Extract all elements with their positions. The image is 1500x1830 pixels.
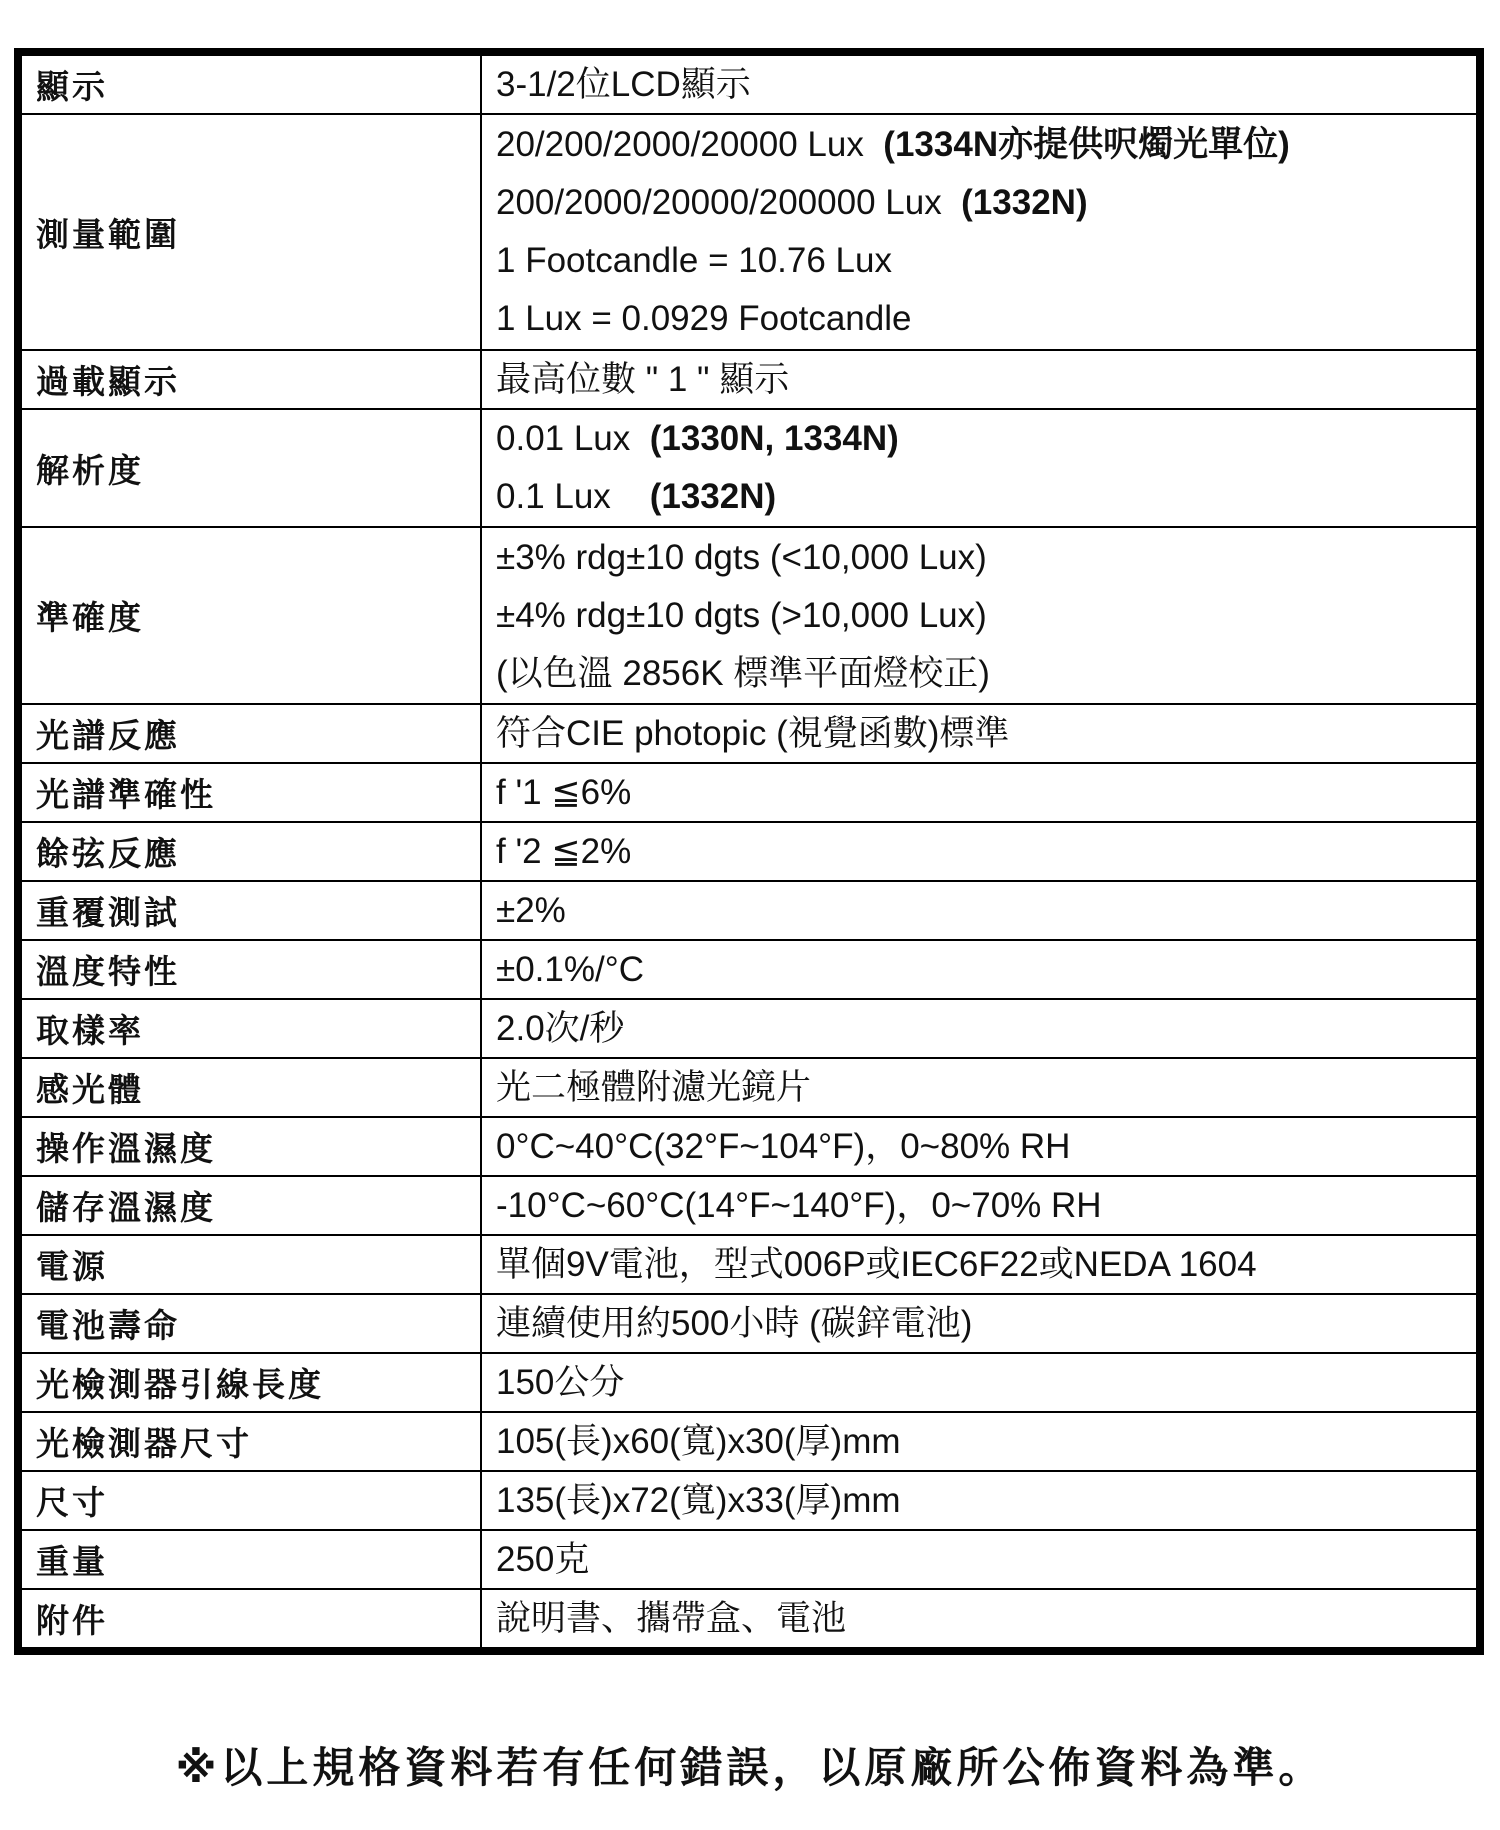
- spec-value-text: ±2%: [496, 891, 566, 930]
- spec-value: [481, 999, 1477, 1058]
- spec-row: [21, 350, 1477, 409]
- spec-row: [21, 1530, 1477, 1589]
- spec-value-line: [496, 1118, 1462, 1175]
- spec-value-line: [496, 468, 1462, 526]
- spec-value-model-note: (1330N, 1334N): [649, 419, 899, 458]
- spec-value-line: [496, 529, 1462, 587]
- spec-value: [481, 1176, 1477, 1235]
- spec-value-line: [496, 1354, 1462, 1411]
- spec-label: 操作溫濕度: [21, 1117, 481, 1176]
- spec-row: [21, 409, 1477, 527]
- spec-value-text: -10°C~60°C(14°F~140°F)，0~70% RH: [496, 1186, 1102, 1225]
- spec-label: 過載顯示: [21, 350, 481, 409]
- spec-value-line: [496, 705, 1462, 762]
- spec-value: [481, 114, 1477, 350]
- spec-value-line: [496, 290, 1462, 348]
- spec-value-line: [496, 823, 1462, 880]
- spec-row: [21, 1412, 1477, 1471]
- spec-value: [481, 1058, 1477, 1117]
- spec-value-line: [496, 56, 1462, 113]
- spec-value: [481, 1235, 1477, 1294]
- spec-value-line: [496, 116, 1462, 174]
- spec-value: [481, 704, 1477, 763]
- spec-value: [481, 881, 1477, 940]
- spec-value-text: 250克: [496, 1540, 590, 1579]
- spec-value-line: [496, 232, 1462, 290]
- spec-label: 感光體: [21, 1058, 481, 1117]
- spec-row: [21, 527, 1477, 704]
- spec-label: 電源: [21, 1235, 481, 1294]
- spec-row: [21, 822, 1477, 881]
- spec-label: 光譜準確性: [21, 763, 481, 822]
- spec-value-text: 1 Lux = 0.0929 Footcandle: [496, 299, 912, 338]
- spec-label: 餘弦反應: [21, 822, 481, 881]
- spec-value-line: [496, 1059, 1462, 1116]
- spec-value-text: 2.0次/秒: [496, 1009, 625, 1048]
- spec-value-text: 150公分: [496, 1363, 625, 1402]
- spec-value-text: 200/2000/20000/200000 Lux: [496, 183, 962, 222]
- spec-value: [481, 822, 1477, 881]
- spec-value: [481, 409, 1477, 527]
- spec-value-text: 連續使用約500小時 (碳鋅電池): [496, 1304, 973, 1343]
- spec-label: 顯示: [21, 55, 481, 114]
- spec-value-text: 3-1/2位LCD顯示: [496, 65, 751, 104]
- spec-row: [21, 1235, 1477, 1294]
- spec-value-line: [496, 1472, 1462, 1529]
- spec-value: [481, 1353, 1477, 1412]
- spec-value-text: f '2 ≦2%: [496, 832, 632, 871]
- spec-label: 光檢測器引線長度: [21, 1353, 481, 1412]
- spec-value-line: [496, 1000, 1462, 1057]
- spec-value-text: 光二極體附濾光鏡片: [496, 1068, 812, 1107]
- spec-value: [481, 1530, 1477, 1589]
- spec-value-line: [496, 587, 1462, 645]
- spec-row: [21, 940, 1477, 999]
- spec-value-text: 135(長)x72(寬)x33(厚)mm: [496, 1481, 901, 1520]
- spec-row: [21, 1353, 1477, 1412]
- spec-label: 取樣率: [21, 999, 481, 1058]
- spec-label: 解析度: [21, 409, 481, 527]
- spec-value-text: ±0.1%/°C: [496, 950, 644, 989]
- spec-table-frame: [14, 48, 1484, 1655]
- spec-value: [481, 527, 1477, 704]
- spec-value-text: 0.01 Lux: [496, 419, 650, 458]
- spec-label: 光譜反應: [21, 704, 481, 763]
- spec-value-line: [496, 1236, 1462, 1293]
- spec-value-model-note: (1332N): [961, 183, 1088, 222]
- spec-row: [21, 1589, 1477, 1648]
- spec-label: 溫度特性: [21, 940, 481, 999]
- spec-value-model-note: (1332N): [649, 477, 777, 516]
- spec-value-text: 105(長)x60(寬)x30(厚)mm: [496, 1422, 901, 1461]
- spec-row: [21, 763, 1477, 822]
- spec-value-text: 20/200/2000/20000 Lux: [496, 125, 884, 164]
- spec-value-line: [496, 941, 1462, 998]
- spec-row: [21, 1058, 1477, 1117]
- spec-value-line: [496, 882, 1462, 939]
- spec-row: [21, 881, 1477, 940]
- spec-value-line: [496, 1531, 1462, 1588]
- spec-value-text: ±3% rdg±10 dgts (<10,000 Lux): [496, 537, 987, 577]
- spec-label: 準確度: [21, 527, 481, 704]
- spec-value-model-note: (1334N亦提供呎燭光單位): [883, 125, 1290, 164]
- spec-row: [21, 1176, 1477, 1235]
- spec-table: [20, 54, 1478, 1649]
- spec-value: [481, 350, 1477, 409]
- spec-value-text: 最高位數 " 1 " 顯示: [496, 360, 790, 399]
- disclaimer-footer: ※以上規格資料若有任何錯誤，以原廠所公佈資料為準。: [175, 1744, 1325, 1791]
- spec-value-text: ±4% rdg±10 dgts (>10,000 Lux): [496, 595, 987, 635]
- spec-row: [21, 704, 1477, 763]
- spec-row: [21, 55, 1477, 114]
- spec-value-text: 1 Footcandle = 10.76 Lux: [496, 241, 892, 280]
- spec-value: [481, 1117, 1477, 1176]
- spec-value-line: [496, 1590, 1462, 1647]
- spec-label: 測量範圍: [21, 114, 481, 350]
- spec-label: 電池壽命: [21, 1294, 481, 1353]
- spec-label: 儲存溫濕度: [21, 1176, 481, 1235]
- spec-value-line: [496, 1413, 1462, 1470]
- spec-value-line: [496, 174, 1462, 232]
- spec-value-text: 符合CIE photopic (視覺函數)標準: [496, 714, 1010, 753]
- spec-value-text: 0°C~40°C(32°F~104°F)，0~80% RH: [496, 1127, 1071, 1166]
- spec-value-line: [496, 410, 1462, 468]
- spec-label: 尺寸: [21, 1471, 481, 1530]
- spec-value-text: f '1 ≦6%: [496, 773, 632, 812]
- spec-value-text: 0.1 Lux: [496, 477, 650, 516]
- spec-row: [21, 1294, 1477, 1353]
- spec-label: 附件: [21, 1589, 481, 1648]
- spec-row: [21, 1117, 1477, 1176]
- spec-value-line: [496, 1177, 1462, 1234]
- spec-value-text: 說明書、攜帶盒、電池: [496, 1599, 847, 1638]
- spec-value: [481, 1294, 1477, 1353]
- spec-value: [481, 55, 1477, 114]
- spec-value: [481, 763, 1477, 822]
- spec-row: [21, 114, 1477, 350]
- spec-table-body: [21, 55, 1477, 1648]
- spec-row: [21, 999, 1477, 1058]
- spec-value: [481, 1589, 1477, 1648]
- spec-value: [481, 940, 1477, 999]
- spec-value-line: [496, 1295, 1462, 1352]
- spec-label: 光檢測器尺寸: [21, 1412, 481, 1471]
- spec-row: [21, 1471, 1477, 1530]
- spec-value-line: [496, 645, 1462, 703]
- spec-value-text: (以色溫 2856K 標準平面燈校正): [496, 653, 990, 693]
- spec-value-line: [496, 351, 1462, 408]
- spec-value-line: [496, 764, 1462, 821]
- spec-value: [481, 1471, 1477, 1530]
- spec-value: [481, 1412, 1477, 1471]
- spec-label: 重量: [21, 1530, 481, 1589]
- spec-label: 重覆測試: [21, 881, 481, 940]
- spec-value-text: 單個9V電池，型式006P或IEC6F22或NEDA 1604: [496, 1245, 1257, 1284]
